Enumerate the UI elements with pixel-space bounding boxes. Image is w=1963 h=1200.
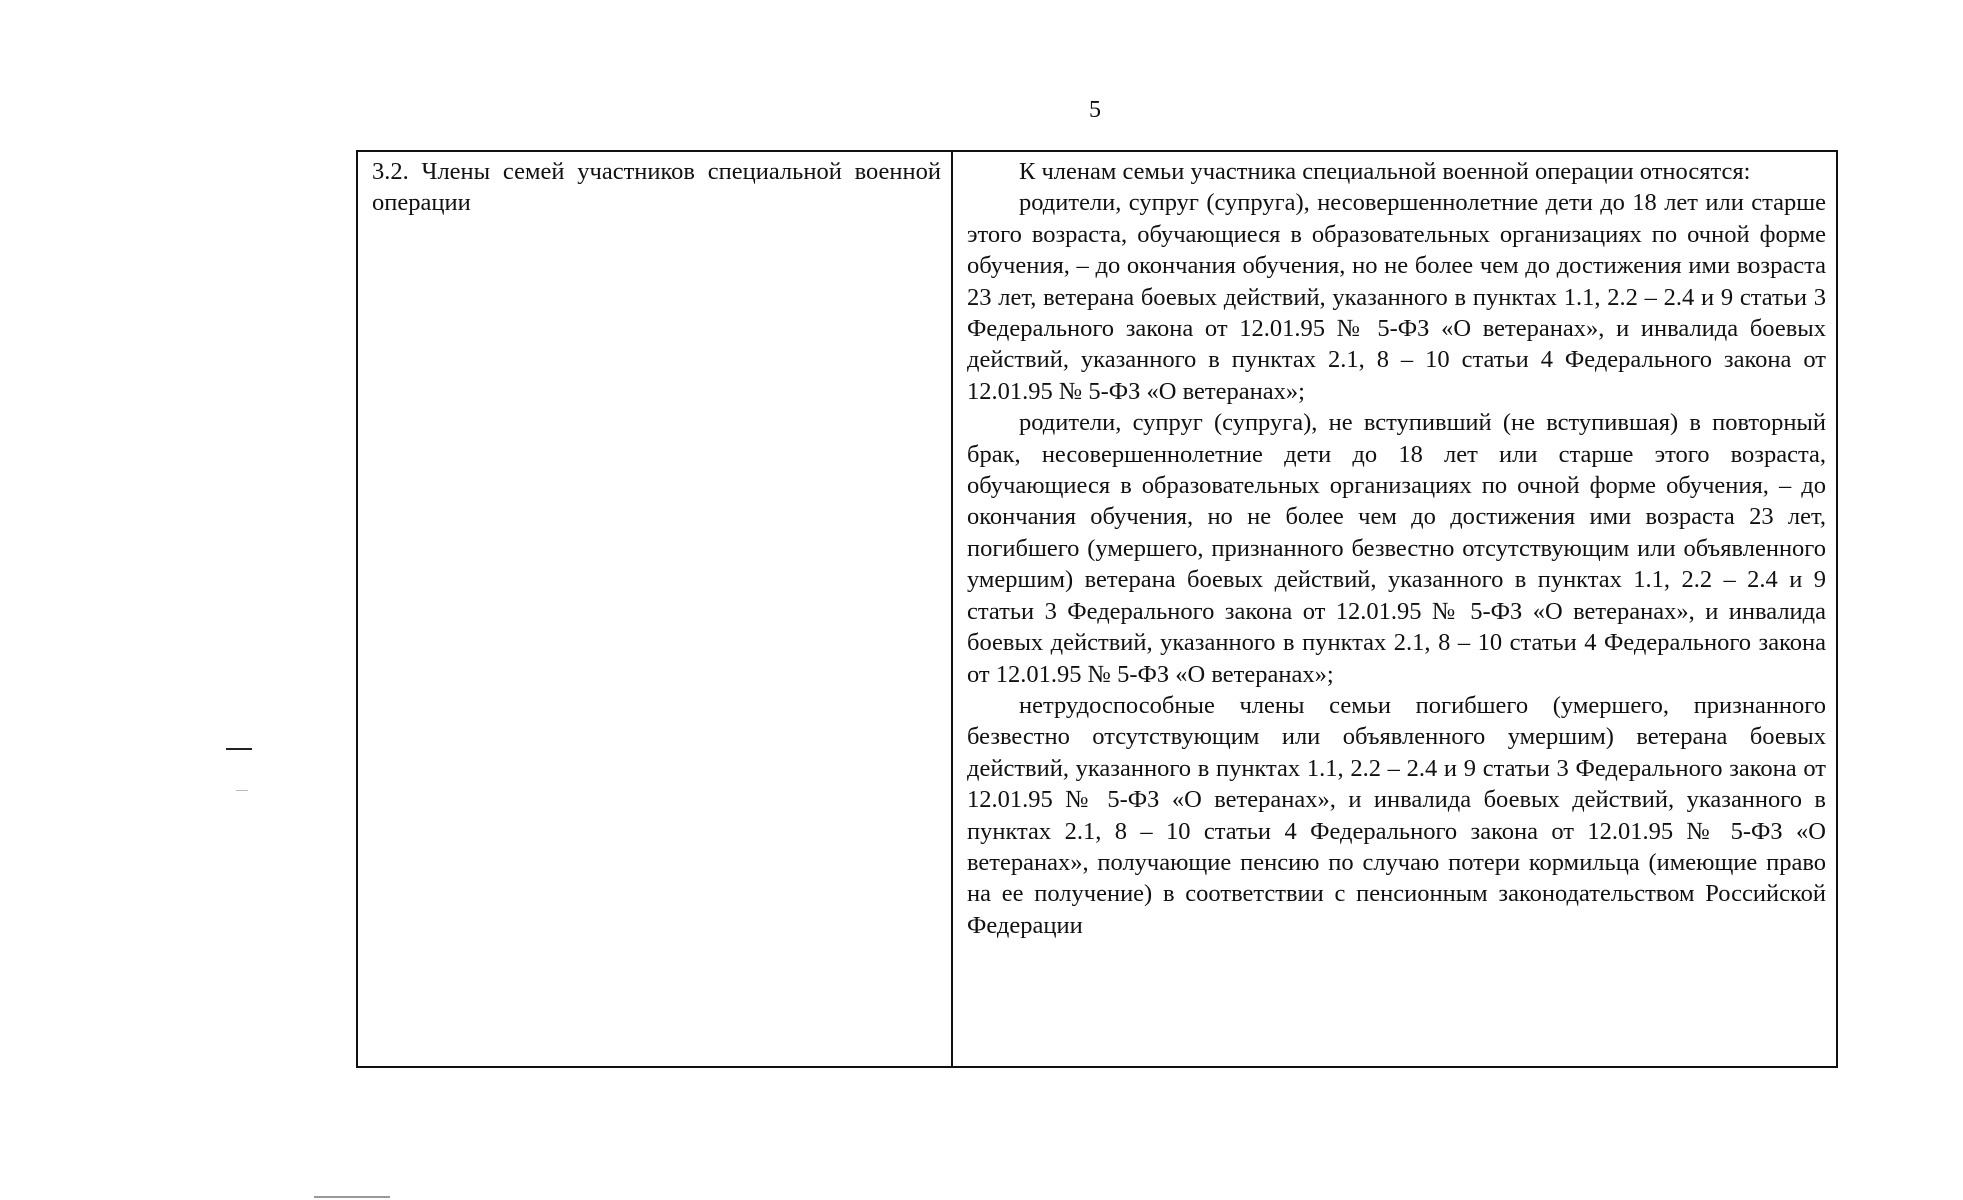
table-cell-category <box>357 151 952 1067</box>
scan-artifact-mark <box>314 1196 390 1198</box>
scan-artifact-mark <box>236 790 248 791</box>
table-row <box>357 151 1837 1067</box>
description-paragraph: родители, супруг (супруга), не вступивший (не вступившая) в повторный брак, несовершеннолетние дети до 18 лет или старше этого возраста, обучающиеся в образовательных организациях по очной форме обучения, – до окончания обучения, но не более чем до достижения ими возраста 23 лет, погибшего (умершего, признанного безвестно отсутствующим или объявленного умершим) ветерана боевых действий, указанного в пунктах 1.1, 2.2 – 2.4 и 9 статьи 3 Федерального закона от 12.01.95 № 5-ФЗ «О ветеранах», и инвалида боевых действий, указанного в пунктах 2.1, 8 – 10 статьи 4 Федерального закона от 12.01.95 № 5-ФЗ «О ветеранах»; <box>967 409 1826 688</box>
page-number: 5 <box>1089 97 1101 123</box>
description-paragraph: родители, супруг (супруга), несовершеннолетние дети до 18 лет или старше этого возраста, обучающиеся в образовательных организациях по очной форме обучения, – до окончания обучения, но не более чем до достижения ими возраста 23 лет, ветерана боевых действий, указанного в пунктах 1.1, 2.2 – 2.4 и 9 статьи 3 Федерального закона от 12.01.95 № 5-ФЗ «О ветеранах», и инвалида боевых действий, указанного в пунктах 2.1, 8 – 10 статьи 4 Федерального закона от 12.01.95 № 5-ФЗ «О ветеранах»; <box>967 189 1826 405</box>
document-table <box>356 150 1838 1068</box>
table-cell-description <box>952 151 1837 1067</box>
category-title: 3.2. Члены семей участников специальной военной операции <box>372 158 941 217</box>
scan-artifact-mark <box>226 748 252 750</box>
description-paragraph: нетрудоспособные члены семьи погибшего (умершего, признанного безвестно отсутствующим или объявленного умершим) ветерана боевых действий, указанного в пунктах 1.1, 2.2 – 2.4 и 9 статьи 3 Федерального закона от 12.01.95 № 5-ФЗ «О ветеранах», и инвалида боевых действий, указанного в пунктах 2.1, 8 – 10 статьи 4 Федерального закона от 12.01.95 № 5-ФЗ «О ветеранах», получающие пенсию по случаю потери кормильца (имеющие право на ее получение) в соответствии с пенсионным законодательством Российской Федерации <box>967 691 1826 939</box>
description-paragraph: К членам семьи участника специальной военной операции относятся: <box>1019 158 1751 185</box>
